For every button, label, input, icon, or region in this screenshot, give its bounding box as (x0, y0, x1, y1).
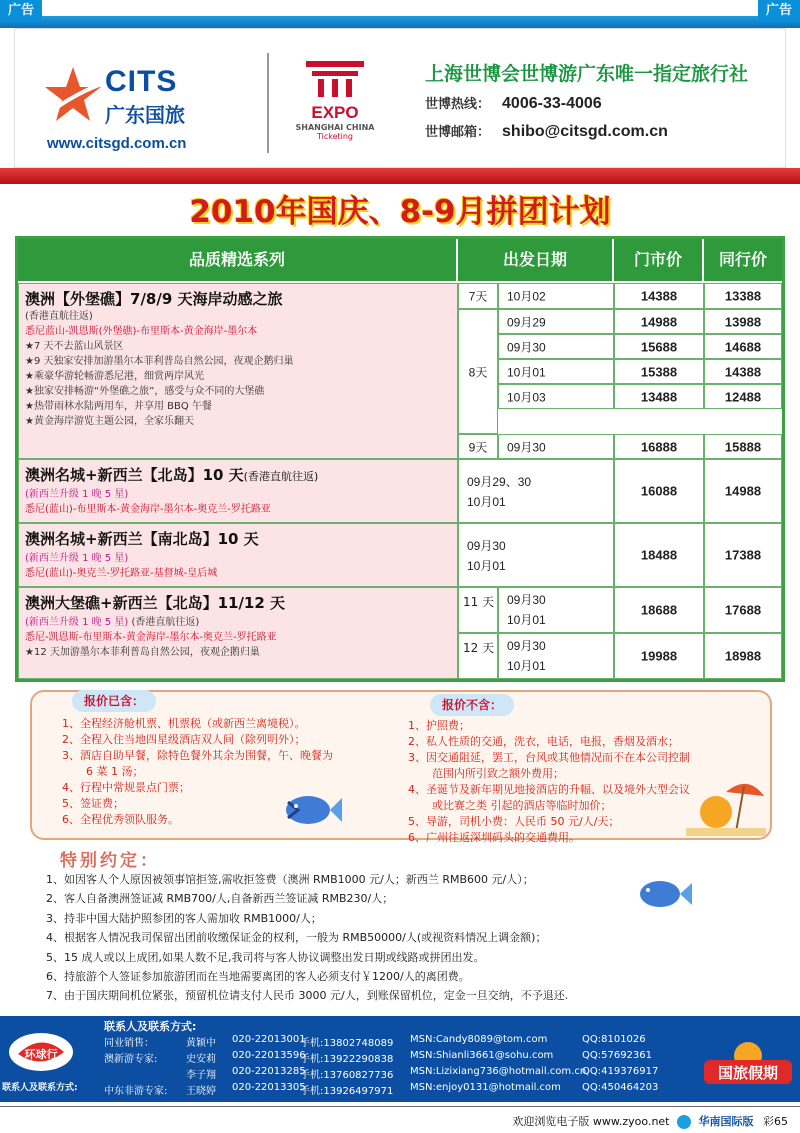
cits-url[interactable]: www.citsgd.com.cn (47, 135, 187, 152)
date-text: 10月01 (467, 559, 506, 573)
included-item: 2、全程入住当地四星级酒店双人间（除列明外）； (62, 733, 306, 746)
special-item: 1、如因客人个人原因被领事馆拒签,需收拒签费（澳洲 RMB1000 元/人；新西兰 RMB600 元/人）； (46, 873, 534, 886)
price-info-box (30, 690, 772, 844)
hotline (425, 93, 602, 113)
excluded-item: 或比赛之类 引起的酒店等临时加价； (432, 799, 612, 812)
trade-price-cell: 17388 (704, 523, 782, 587)
product-title: 澳洲大堡礁+新西兰【北岛】11/12 天 (25, 594, 286, 612)
trade-price-cell: 12488 (704, 384, 782, 409)
included-item: 6、全程优秀领队服务。 (62, 813, 179, 826)
email (425, 121, 668, 141)
product-subtitle: (新西兰升级 1 晚 5 星) (25, 553, 129, 564)
email-value[interactable]: shibo@citsgd.com.cn (502, 123, 668, 140)
days-cell: 11 天 (458, 587, 498, 633)
included-item: 1、全程经济舱机票、机票税（或新西兰离境税）。 (62, 717, 306, 730)
contact-title: 联系人及联系方式: (104, 1020, 197, 1033)
contact-qq[interactable]: QQ:57692361 (582, 1050, 653, 1061)
contact-msn[interactable]: MSN:enjoy0131@hotmail.com (410, 1082, 561, 1093)
product-title: 澳洲名城+新西兰【南北岛】10 天 (25, 530, 259, 548)
cits-cn: 广东国旅 (105, 103, 185, 127)
date-text: 10月01 (507, 659, 546, 673)
ad-tag-right: 广告 (758, 0, 800, 22)
sun-umbrella-icon (686, 772, 766, 836)
expo-word: EXPO (311, 103, 359, 122)
fish-icon (632, 874, 696, 914)
contact-role: 澳新游专家: (104, 1054, 158, 1065)
contact-name: 黄颖中 (186, 1038, 216, 1049)
holiday-logo-text: 国旅假期 (717, 1064, 779, 1082)
retail-price-cell: 14388 (614, 283, 704, 309)
excluded-label: 报价不含： (430, 694, 514, 716)
contact-msn[interactable]: MSN:Lizixiang736@hotmail.com.cn (410, 1066, 587, 1077)
contact-qq[interactable]: QQ:419376917 (582, 1066, 659, 1077)
product-highlight: ★7 天不去蓝山风景区 (25, 341, 124, 352)
included-item: 4、行程中常规景点门票； (62, 781, 190, 794)
date-cell: 09月29 (498, 309, 614, 334)
expo-logo (285, 57, 385, 167)
trade-price-cell: 17688 (704, 587, 782, 633)
product-highlight: ★独家安排畅游“外堡礁之旅”，感受与众不同的大堡礁 (25, 386, 265, 397)
days-cell: 12 天 (458, 633, 498, 679)
contact-mobile[interactable]: 手机:13802748089 (300, 1038, 394, 1049)
footer (0, 1106, 800, 1133)
date-text: 09月29、30 (467, 475, 532, 489)
contact-msn[interactable]: MSN:Candy8089@tom.com (410, 1034, 548, 1045)
footer-dot-icon (677, 1115, 691, 1129)
days-cell: 7天 (458, 283, 498, 309)
excluded-item: 3、因交通阻延，罢工，台风或其他情况而不在本公司控制 (408, 751, 690, 764)
product-highlight: ★热带雨林水陆两用车，并享用 BBQ 午餐 (25, 401, 212, 412)
date-text: 09月30 (467, 539, 506, 553)
excluded-item: 4、圣诞节及新年期见地接酒店的升幅、以及境外大型会议 (408, 783, 690, 796)
footer-page: 彩65 (763, 1115, 788, 1128)
retail-price-cell: 16888 (614, 434, 704, 459)
trade-price-cell: 14688 (704, 334, 782, 359)
product-subtitle: (新西兰升级 1 晚 5 星) (25, 617, 129, 628)
red-bar (0, 168, 800, 184)
divider (267, 53, 269, 153)
contact-phone[interactable]: 020-22013285 (232, 1066, 306, 1077)
contact-mobile[interactable]: 手机:13926497971 (300, 1086, 394, 1097)
product-route: 悉尼(蓝山)-奥克兰-罗托路亚-基督城-皇后城 (25, 568, 218, 579)
included-list (62, 716, 412, 828)
trade-price-cell: 14988 (704, 459, 782, 523)
product-subtitle: (香港直航往返) (25, 311, 93, 322)
product-highlight: ★黄金海岸游览主题公园，全家乐翻天 (25, 416, 194, 427)
trade-price-cell: 18988 (704, 633, 782, 679)
product-cell (18, 283, 458, 459)
special-item: 6、持旅游个人签证参加旅游团而在当地需要离团的客人必须支付￥1200/人的离团费。 (46, 970, 470, 984)
contact-qq[interactable]: QQ:450464203 (582, 1082, 659, 1093)
days-cell: 9天 (458, 434, 498, 459)
retail-price-cell: 15688 (614, 334, 704, 359)
expo-ticketing: Ticketing (316, 132, 354, 141)
contact-phone[interactable]: 020-22013596 (232, 1050, 306, 1061)
retail-price-cell: 15388 (614, 359, 704, 384)
date-cell: 10月02 (498, 283, 614, 309)
contact-name: 王晓婷 (186, 1086, 216, 1097)
product-cell (18, 459, 458, 523)
contact-msn[interactable]: MSN:Shianli3661@sohu.com (410, 1050, 554, 1061)
holiday-logo (700, 1040, 796, 1086)
date-cell (458, 459, 614, 523)
contact-role: 同业销售： (104, 1038, 154, 1049)
corner-contact-label: 联系人及联系方式: (2, 1080, 78, 1093)
main-title: 2010年国庆、8-9月拼团计划 (189, 194, 611, 230)
special-list (46, 870, 568, 1006)
product-title: 澳洲【外堡礁】7/8/9 天海岸动感之旅 (25, 290, 283, 308)
date-cell: 09月30 (498, 334, 614, 359)
special-item: 7、由于国庆期间机位紧张，预留机位请支付人民币 3000 元/人，到账保留机位，定金一旦交纳，不予退还. (46, 989, 569, 1003)
excluded-item: 2、私人性质的交通，洗衣，电话，电报，香烟及酒水； (408, 735, 679, 748)
excluded-item: 1、护照费； (408, 719, 470, 732)
excluded-item: 6、广州往返深圳码头的交通费用。 (408, 831, 580, 844)
product-title: 澳洲名城+新西兰【北岛】10 天(香港直航往返) (25, 466, 319, 484)
contact-phone[interactable]: 020-22013305 (232, 1082, 306, 1093)
travel-badge-logo (6, 1030, 76, 1082)
fish-icon (280, 790, 344, 830)
star-icon (43, 65, 103, 125)
excluded-item: 范围内所引致之额外费用； (432, 767, 564, 780)
retail-price-cell: 14988 (614, 309, 704, 334)
product-cell (18, 587, 458, 679)
product-subtitle: (新西兰升级 1 晚 5 星) (25, 489, 129, 500)
days-cell: 8天 (458, 309, 498, 434)
header (14, 28, 786, 168)
contact-mobile[interactable]: 手机:13922290838 (300, 1054, 394, 1065)
included-item: 6 菜 1 汤； (86, 765, 144, 778)
expo-emblem-icon (300, 57, 370, 99)
retail-price-cell: 18688 (614, 587, 704, 633)
footer-text (512, 1113, 788, 1129)
retail-price-cell: 13488 (614, 384, 704, 409)
trade-price-cell: 15888 (704, 434, 782, 459)
product-subtitle-row (25, 615, 285, 630)
retail-price-cell: 19988 (614, 633, 704, 679)
cits-logo (43, 55, 243, 152)
product-route: 悉尼-凯恩斯-布里斯本-黄金海岸-墨尔本-奥克兰-罗托路亚 (25, 632, 277, 643)
product-highlight: ★9 天独家安排加游墨尔本菲利普岛自然公园，夜观企鹅归巢 (25, 356, 294, 367)
contact-name: 史安莉 (186, 1054, 216, 1065)
footer-site[interactable]: 欢迎浏览电子版 www.zyoo.net (512, 1115, 670, 1128)
trade-price-cell: 14388 (704, 359, 782, 384)
date-text: 09月30 (507, 639, 546, 653)
date-text: 10月01 (467, 495, 506, 509)
product-highlight: ★12 天加游墨尔本菲利普岛自然公园，夜观企鹅归巢 (25, 647, 260, 658)
contact-qq[interactable]: QQ:8101026 (582, 1034, 646, 1045)
contact-role: 中东非游专家: (104, 1086, 168, 1097)
date-cell: 09月30 (498, 434, 614, 459)
date-cell (458, 523, 614, 587)
globe-icon (6, 1030, 76, 1074)
retail-price-cell: 16088 (614, 459, 704, 523)
excluded-item: 5、导游，司机小费：人民币 50 元/人/天； (408, 815, 620, 828)
contact-band (0, 1016, 800, 1102)
product-title-note: (香港直航往返) (243, 470, 319, 483)
top-stripe (0, 16, 800, 28)
special-item: 5、15 成人或以上成团,如果人数不足,我司将与客人协议调整出发日期或线路或拼团出发。 (46, 950, 485, 964)
date-text: 10月01 (507, 613, 546, 627)
special-item: 2、客人自备澳洲签证减 RMB700/人,自备新西兰签证减 RMB230/人； (46, 892, 394, 906)
trade-price-cell: 13388 (704, 283, 782, 309)
included-item: 3、酒店自助早餐，除特色餐外其余为围餐，午、晚餐为 (62, 749, 333, 762)
hotline-label: 世博热线： (425, 97, 491, 112)
price-table (15, 236, 785, 682)
date-cell: 10月01 (498, 359, 614, 384)
product-highlight: ★乘豪华游轮畅游悉尼港，细赏两岸风光 (25, 371, 204, 382)
expo-sub: SHANGHAI CHINA (295, 123, 375, 132)
product-subtitle-note: (香港直航往返) (131, 617, 200, 628)
col-header-date: 出发日期 (458, 239, 614, 281)
included-label: 报价已含： (72, 690, 156, 712)
ad-tag-left: 广告 (0, 0, 42, 22)
trade-price-cell: 13988 (704, 309, 782, 334)
product-cell (18, 523, 458, 587)
agency-title: 上海世博会世博游广东唯一指定旅行社 (425, 63, 749, 85)
cits-text: CITS (105, 65, 178, 98)
contact-mobile[interactable]: 手机:13760827736 (300, 1070, 394, 1081)
special-item: 4、根据客人情况我司保留出团前收缴保证金的权利，一般为 RMB50000/人(或视资料情况上调金额)； (46, 931, 547, 945)
special-item: 3、持非中国大陆护照参团的客人需加收 RMB1000/人； (46, 911, 322, 925)
contact-phone[interactable]: 020-22013001 (232, 1034, 306, 1045)
contact-name: 李子翔 (186, 1070, 216, 1081)
col-header-trade: 同行价 (704, 239, 782, 281)
special-title: 特别约定： (60, 851, 160, 871)
holiday-logo-icon (700, 1040, 796, 1086)
col-header-retail: 门市价 (614, 239, 704, 281)
product-route: 悉尼(蓝山)-布里斯本-黄金海岸-墨尔本-奥克兰-罗托路亚 (25, 504, 271, 515)
retail-price-cell: 18488 (614, 523, 704, 587)
product-route: 悉尼蓝山-凯恩斯(外堡礁)-布里斯本-黄金海岸-墨尔本 (25, 326, 258, 337)
date-cell: 10月03 (498, 384, 614, 409)
hotline-value[interactable]: 4006-33-4006 (502, 95, 602, 112)
badge-text: 环球行 (24, 1048, 58, 1061)
date-text: 09月30 (507, 593, 546, 607)
footer-brand: 华南国际版 (698, 1115, 754, 1128)
date-cell (498, 633, 614, 679)
included-item: 5、签证费； (62, 797, 124, 810)
email-label: 世博邮箱： (425, 125, 491, 140)
col-header-series: 品质精选系列 (18, 239, 458, 281)
date-cell (498, 587, 614, 633)
